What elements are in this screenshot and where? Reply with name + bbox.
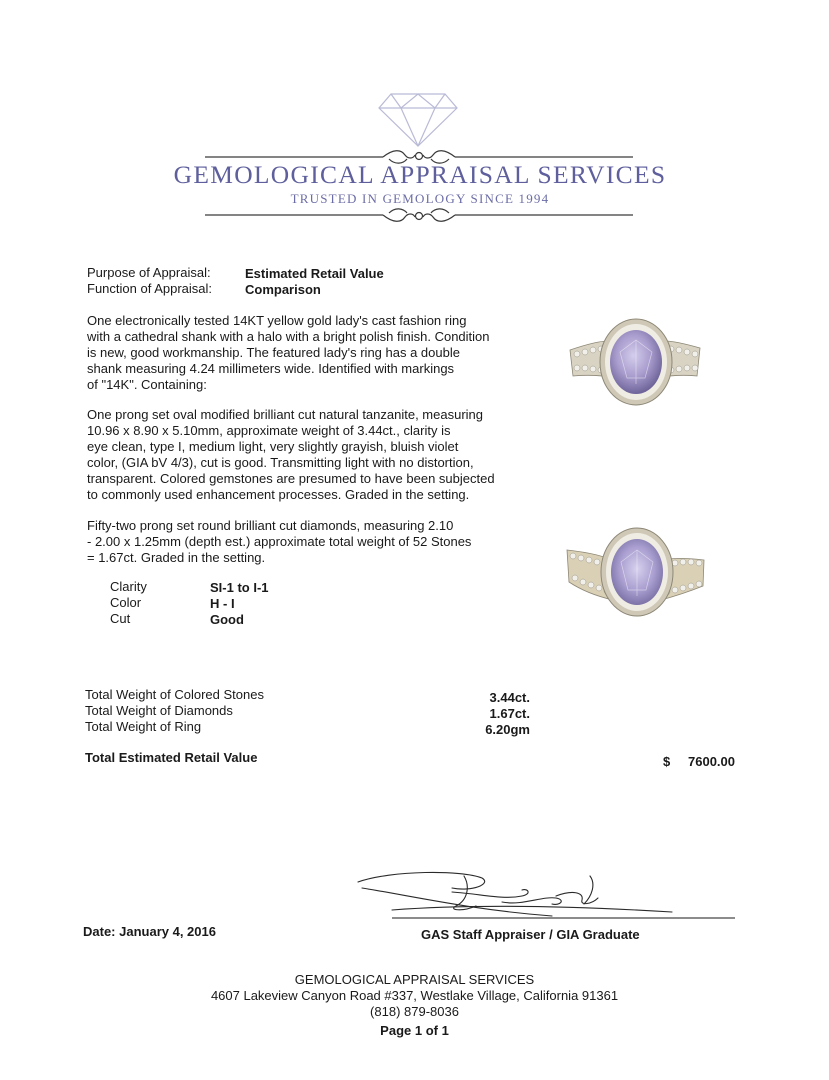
appraisal-date: Date: January 4, 2016 — [83, 924, 216, 939]
ring-photo-bottom — [563, 520, 708, 620]
brand-tagline: TRUSTED IN GEMOLOGY SINCE 1994 — [290, 191, 550, 206]
clarity-value: SI-1 to I-1 — [210, 580, 269, 595]
diamond-logo-icon — [377, 92, 459, 148]
description-line: with a cathedral shank with a halo with a bright polish finish. Condition — [87, 329, 490, 344]
weight-colored-stones-value: 3.44ct. — [489, 690, 530, 705]
tanzanite-line: eye clean, type I, medium light, very slightly grayish, bluish violet — [87, 439, 459, 454]
diamonds-line: = 1.67ct. Graded in the setting. — [87, 550, 266, 565]
weight-ring-label: Total Weight of Ring — [85, 719, 202, 734]
tanzanite-line: to commonly used enhancement processes. Graded in the setting. — [87, 487, 470, 502]
cut-value: Good — [210, 612, 244, 627]
weight-diamonds-label: Total Weight of Diamonds — [85, 703, 233, 718]
description-line: of "14K". Containing: — [87, 377, 207, 392]
page-number: Page 1 of 1 — [380, 1023, 449, 1038]
ring-description — [87, 313, 527, 393]
header-ornament-bottom — [205, 205, 633, 225]
purpose-value: Estimated Retail Value — [245, 266, 384, 281]
ring-photo-top — [565, 312, 705, 412]
footer-address: 4607 Lakeview Canyon Road #337, Westlake Village, California 91361 — [210, 988, 619, 1003]
description-line: is new, good workmanship. The featured lady's ring has a double — [87, 345, 460, 360]
footer-phone: (818) 879-8036 — [370, 1004, 459, 1019]
function-label: Function of Appraisal: — [87, 281, 213, 296]
description-line: shank measuring 4.24 millimeters wide. Identified with markings — [87, 361, 455, 376]
description-line: One electronically tested 14KT yellow gold lady's cast fashion ring — [87, 313, 467, 328]
tanzanite-line: transparent. Colored gemstones are presumed to have been subjected — [87, 471, 495, 486]
clarity-label: Clarity — [110, 579, 147, 594]
tanzanite-line: 10.96 x 8.90 x 5.10mm, approximate weight of 3.44ct., clarity is — [87, 423, 451, 438]
tanzanite-description — [87, 407, 527, 503]
cut-label: Cut — [110, 611, 131, 626]
weight-diamonds-value: 1.67ct. — [489, 706, 530, 721]
appraiser-signature — [352, 866, 737, 926]
footer-company: GEMOLOGICAL APPRAISAL SERVICES — [294, 972, 535, 987]
tanzanite-line: One prong set oval modified brilliant cut natural tanzanite, measuring — [87, 407, 483, 422]
diamonds-line: Fifty-two prong set round brilliant cut diamonds, measuring 2.10 — [87, 518, 454, 533]
color-value: H - I — [210, 596, 235, 611]
total-currency: $ — [663, 754, 671, 769]
tanzanite-line: color, (GIA bV 4/3), cut is good. Transmitting light with no distortion, — [87, 455, 474, 470]
diamonds-line: - 2.00 x 1.25mm (depth est.) approximate total weight of 52 Stones — [87, 534, 472, 549]
total-value-label: Total Estimated Retail Value — [85, 750, 258, 765]
brand-title: GEMOLOGICAL APPRAISAL SERVICES — [173, 160, 667, 189]
total-amount: 7600.00 — [688, 754, 735, 769]
color-label: Color — [110, 595, 142, 610]
weight-ring-value: 6.20gm — [485, 722, 530, 737]
weight-colored-stones-label: Total Weight of Colored Stones — [85, 687, 264, 702]
diamonds-description — [87, 518, 527, 566]
purpose-label: Purpose of Appraisal: — [87, 265, 211, 280]
appraiser-title: GAS Staff Appraiser / GIA Graduate — [421, 927, 640, 942]
function-value: Comparison — [245, 282, 321, 297]
